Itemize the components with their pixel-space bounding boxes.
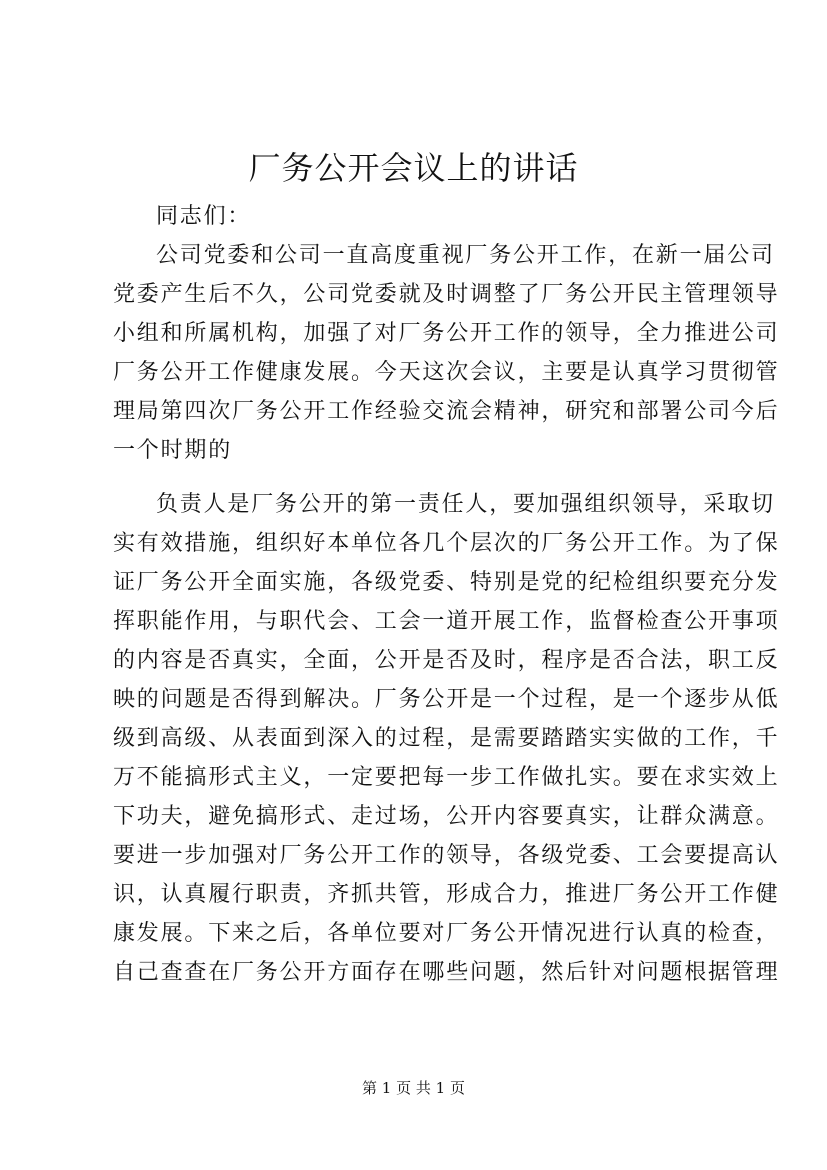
paragraph-1-line: 一个时期的 [113,438,233,463]
paragraph-2-line: 实有效措施，组织好本单位各几个层次的厂务公开工作。为了保 [113,531,780,556]
paragraph-1-line: 公司党委和公司一直高度重视厂务公开工作，在新一届公司 [156,243,775,268]
paragraph-2-line: 万不能搞形式主义，一定要把每一步工作做扎实。要在求实效上 [113,765,780,790]
paragraph-2-line: 要进一步加强对厂务公开工作的领导，各级党委、工会要提高认 [113,843,780,868]
page-footer: 第 1 页 共 1 页 [362,1079,465,1097]
paragraph-2-line: 证厂务公开全面实施，各级党委、特别是党的纪检组织要充分发 [113,570,780,595]
paragraph-2-line: 康发展。下来之后，各单位要对厂务公开情况进行认真的检查， [113,921,780,946]
paragraph-2-line: 挥职能作用，与职代会、工会一道开展工作，监督检查公开事项 [113,609,780,634]
paragraph-1-line: 小组和所属机构，加强了对厂务公开工作的领导，全力推进公司 [113,321,780,346]
paragraph-2-line: 负责人是厂务公开的第一责任人，要加强组织领导，采取切 [156,492,775,517]
paragraph-1-line: 理局第四次厂务公开工作经验交流会精神，研究和部署公司今后 [113,399,780,424]
paragraph-2-line: 识，认真履行职责，齐抓共管，形成合力，推进厂务公开工作健 [113,882,780,907]
paragraph-2-line: 映的问题是否得到解决。厂务公开是一个过程，是一个逐步从低 [113,687,780,712]
paragraph-2-line: 的内容是否真实，全面，公开是否及时，程序是否合法，职工反 [113,648,780,673]
document-title: 厂务公开会议上的讲话 [248,149,579,187]
salutation: 同志们： [156,204,252,229]
paragraph-1-line: 党委产生后不久，公司党委就及时调整了厂务公开民主管理领导 [113,282,780,307]
paragraph-2-line: 级到高级、从表面到深入的过程，是需要踏踏实实做的工作，千 [113,726,780,751]
paragraph-2-line: 下功夫，避免搞形式、走过场，公开内容要真实，让群众满意。 [113,804,780,829]
paragraph-1-line: 厂务公开工作健康发展。今天这次会议，主要是认真学习贯彻管 [113,360,780,385]
paragraph-2-line: 自己查查在厂务公开方面存在哪些问题，然后针对问题根据管理 [113,960,780,985]
